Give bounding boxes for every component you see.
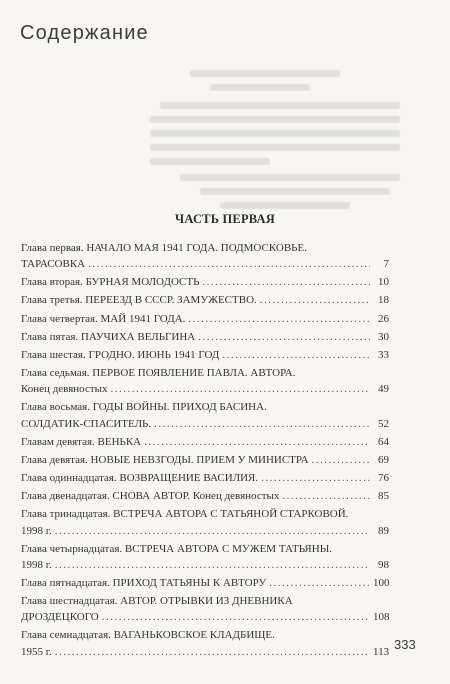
toc-entry-title: ДРОЗДЕЦКОГО — [21, 611, 99, 624]
toc-entry-title: СОЛДАТИК-СПАСИТЕЛЬ. — [21, 417, 152, 430]
toc-entry-title: Глава вторая. БУРНАЯ МОЛОДОСТЬ — [21, 276, 200, 289]
toc-entry-page: 26 — [378, 312, 389, 325]
dot-leader — [198, 329, 370, 345]
toc-entry-row — [21, 416, 389, 432]
toc-entry-row — [21, 256, 389, 272]
toc-entry-page: 89 — [378, 524, 389, 537]
toc-entry-title: Глава двенадцатая. СНОВА АВТОР. Конец девяностых — [21, 490, 280, 503]
toc-entry-row — [21, 329, 389, 345]
dot-leader — [188, 311, 370, 327]
toc-entry-page: 76 — [378, 472, 389, 485]
toc-entry — [21, 274, 389, 290]
toc-entry-title: Глава шестнадцатая. АВТОР. ОТРЫВКИ ИЗ ДНЕВНИКА — [21, 595, 293, 608]
part-title: ЧАСТЬ ПЕРВАЯ — [174, 212, 276, 226]
toc-entry-title: Главам девятая. ВЕНЬКА — [21, 435, 142, 448]
dot-leader — [202, 274, 370, 290]
toc-entry-title: Глава шестая. ГРОДНО. ИЮНЬ 1941 ГОД — [21, 348, 220, 361]
toc-entry-page: 7 — [383, 258, 389, 271]
toc-entry-page: 108 — [373, 611, 390, 624]
dot-leader — [260, 292, 370, 308]
toc-entry — [21, 506, 389, 538]
dot-leader — [55, 557, 370, 573]
contents-heading: Содержание — [20, 22, 149, 44]
toc-entry-row — [21, 434, 389, 450]
dot-leader — [144, 434, 370, 450]
toc-entry-title: Глава четырнадцатая. ВСТРЕЧА АВТОРА С МУЖЕМ ТАТЬЯНЫ. — [21, 542, 333, 555]
toc-entry-title: Глава четвертая. МАЙ 1941 ГОДА. — [21, 312, 186, 325]
toc-entry-page: 18 — [378, 294, 389, 307]
dot-leader — [261, 470, 370, 486]
dot-leader — [154, 416, 370, 432]
toc-entry-title: Глава тринадцатая. ВСТРЕЧА АВТОРА С ТАТЬЯНОЙ СТАРКОВОЙ. — [21, 508, 349, 521]
toc-entry-title: Конец девяностых — [21, 383, 108, 396]
toc-entry — [21, 452, 389, 468]
toc-entry-title: 1955 г. — [21, 645, 52, 658]
toc-entry-title: Глава семнадцатая. ВАГАНЬКОВСКОЕ КЛАДБИЩЕ. — [21, 629, 275, 642]
toc-entry — [21, 627, 389, 659]
dot-leader — [88, 256, 370, 272]
toc-entry — [21, 470, 389, 486]
toc-entry-title: Глава седьмая. ПЕРВОЕ ПОЯВЛЕНИЕ ПАВЛА. АВТОРА. — [21, 367, 296, 380]
toc-entry — [21, 292, 389, 308]
toc-entry-title: ТАРАСОВКА — [21, 258, 86, 271]
toc-entry-page: 10 — [378, 276, 389, 289]
dot-leader — [282, 488, 370, 504]
toc-entry-title: Глава пятнадцатая. ПРИХОД ТАТЬЯНЫ К АВТОРУ — [21, 576, 267, 589]
toc-entry-page: 69 — [378, 453, 389, 466]
toc-entry-row — [21, 557, 389, 573]
toc-entry-page: 64 — [378, 435, 389, 448]
dot-leader — [102, 609, 370, 625]
toc-entry — [21, 329, 389, 345]
toc-entry-page: 30 — [378, 330, 389, 343]
toc-entry-page: 85 — [378, 490, 389, 503]
toc-entry-title: Глава одиннадцатая. ВОЗВРАЩЕНИЕ ВАСИЛИЯ. — [21, 472, 259, 485]
toc-entry-row — [21, 644, 389, 660]
toc-entry-title: Глава пятая. ПАУЧИХА ВЕЛЬГИНА — [21, 330, 196, 343]
toc-entry — [21, 311, 389, 327]
toc-entry — [21, 347, 389, 363]
dot-leader — [55, 644, 370, 660]
toc-entry-row — [21, 452, 389, 468]
toc-entry-row — [21, 311, 389, 327]
toc-entry-row — [21, 274, 389, 290]
toc-entry — [21, 434, 389, 450]
dot-leader — [55, 523, 370, 539]
toc-entry-page: 33 — [378, 348, 389, 361]
toc-entry-page: 52 — [378, 417, 389, 430]
toc-entry — [21, 365, 389, 397]
toc-entry-row — [21, 523, 389, 539]
toc-entry-row — [21, 292, 389, 308]
dot-leader — [111, 381, 370, 397]
toc-entry-row — [21, 609, 389, 625]
toc-entry — [21, 399, 389, 431]
toc-entry — [21, 593, 389, 625]
toc-entry-page: 98 — [378, 558, 389, 571]
toc-entry-row — [21, 470, 389, 486]
toc-entry-page: 49 — [378, 383, 389, 396]
bleed-through-text — [150, 70, 410, 220]
toc-entry-title: 1998 г. — [21, 524, 52, 537]
toc-entry-title: Глава первая. НАЧАЛО МАЯ 1941 ГОДА. ПОДМОСКОВЬЕ. — [21, 242, 307, 254]
page-number: 333 — [394, 637, 416, 652]
toc-entry-row — [21, 381, 389, 397]
dot-leader — [312, 452, 370, 468]
dot-leader — [269, 575, 370, 591]
dot-leader — [222, 347, 370, 363]
toc-entry-row — [21, 488, 389, 504]
toc-entry — [21, 575, 389, 591]
toc-entry-title: Глава девятая. НОВЫЕ НЕВЗГОДЫ. ПРИЕМ У МИНИСТРА — [21, 453, 309, 466]
toc-entry-row — [21, 347, 389, 363]
toc-entry-title: Глава восьмая. ГОДЫ ВОЙНЫ. ПРИХОД БАСИНА. — [21, 401, 267, 414]
table-of-contents — [21, 240, 389, 662]
toc-entry-row — [21, 575, 389, 591]
toc-entry — [21, 240, 389, 272]
toc-entry-page: 100 — [373, 576, 390, 589]
toc-entry-page: 113 — [373, 645, 390, 658]
toc-entry — [21, 488, 389, 504]
toc-entry-title: 1998 г. — [21, 558, 52, 571]
toc-entry-title: Глава третья. ПЕРЕЕЗД В СССР. ЗАМУЖЕСТВО. — [21, 294, 257, 307]
toc-entry — [21, 541, 389, 573]
